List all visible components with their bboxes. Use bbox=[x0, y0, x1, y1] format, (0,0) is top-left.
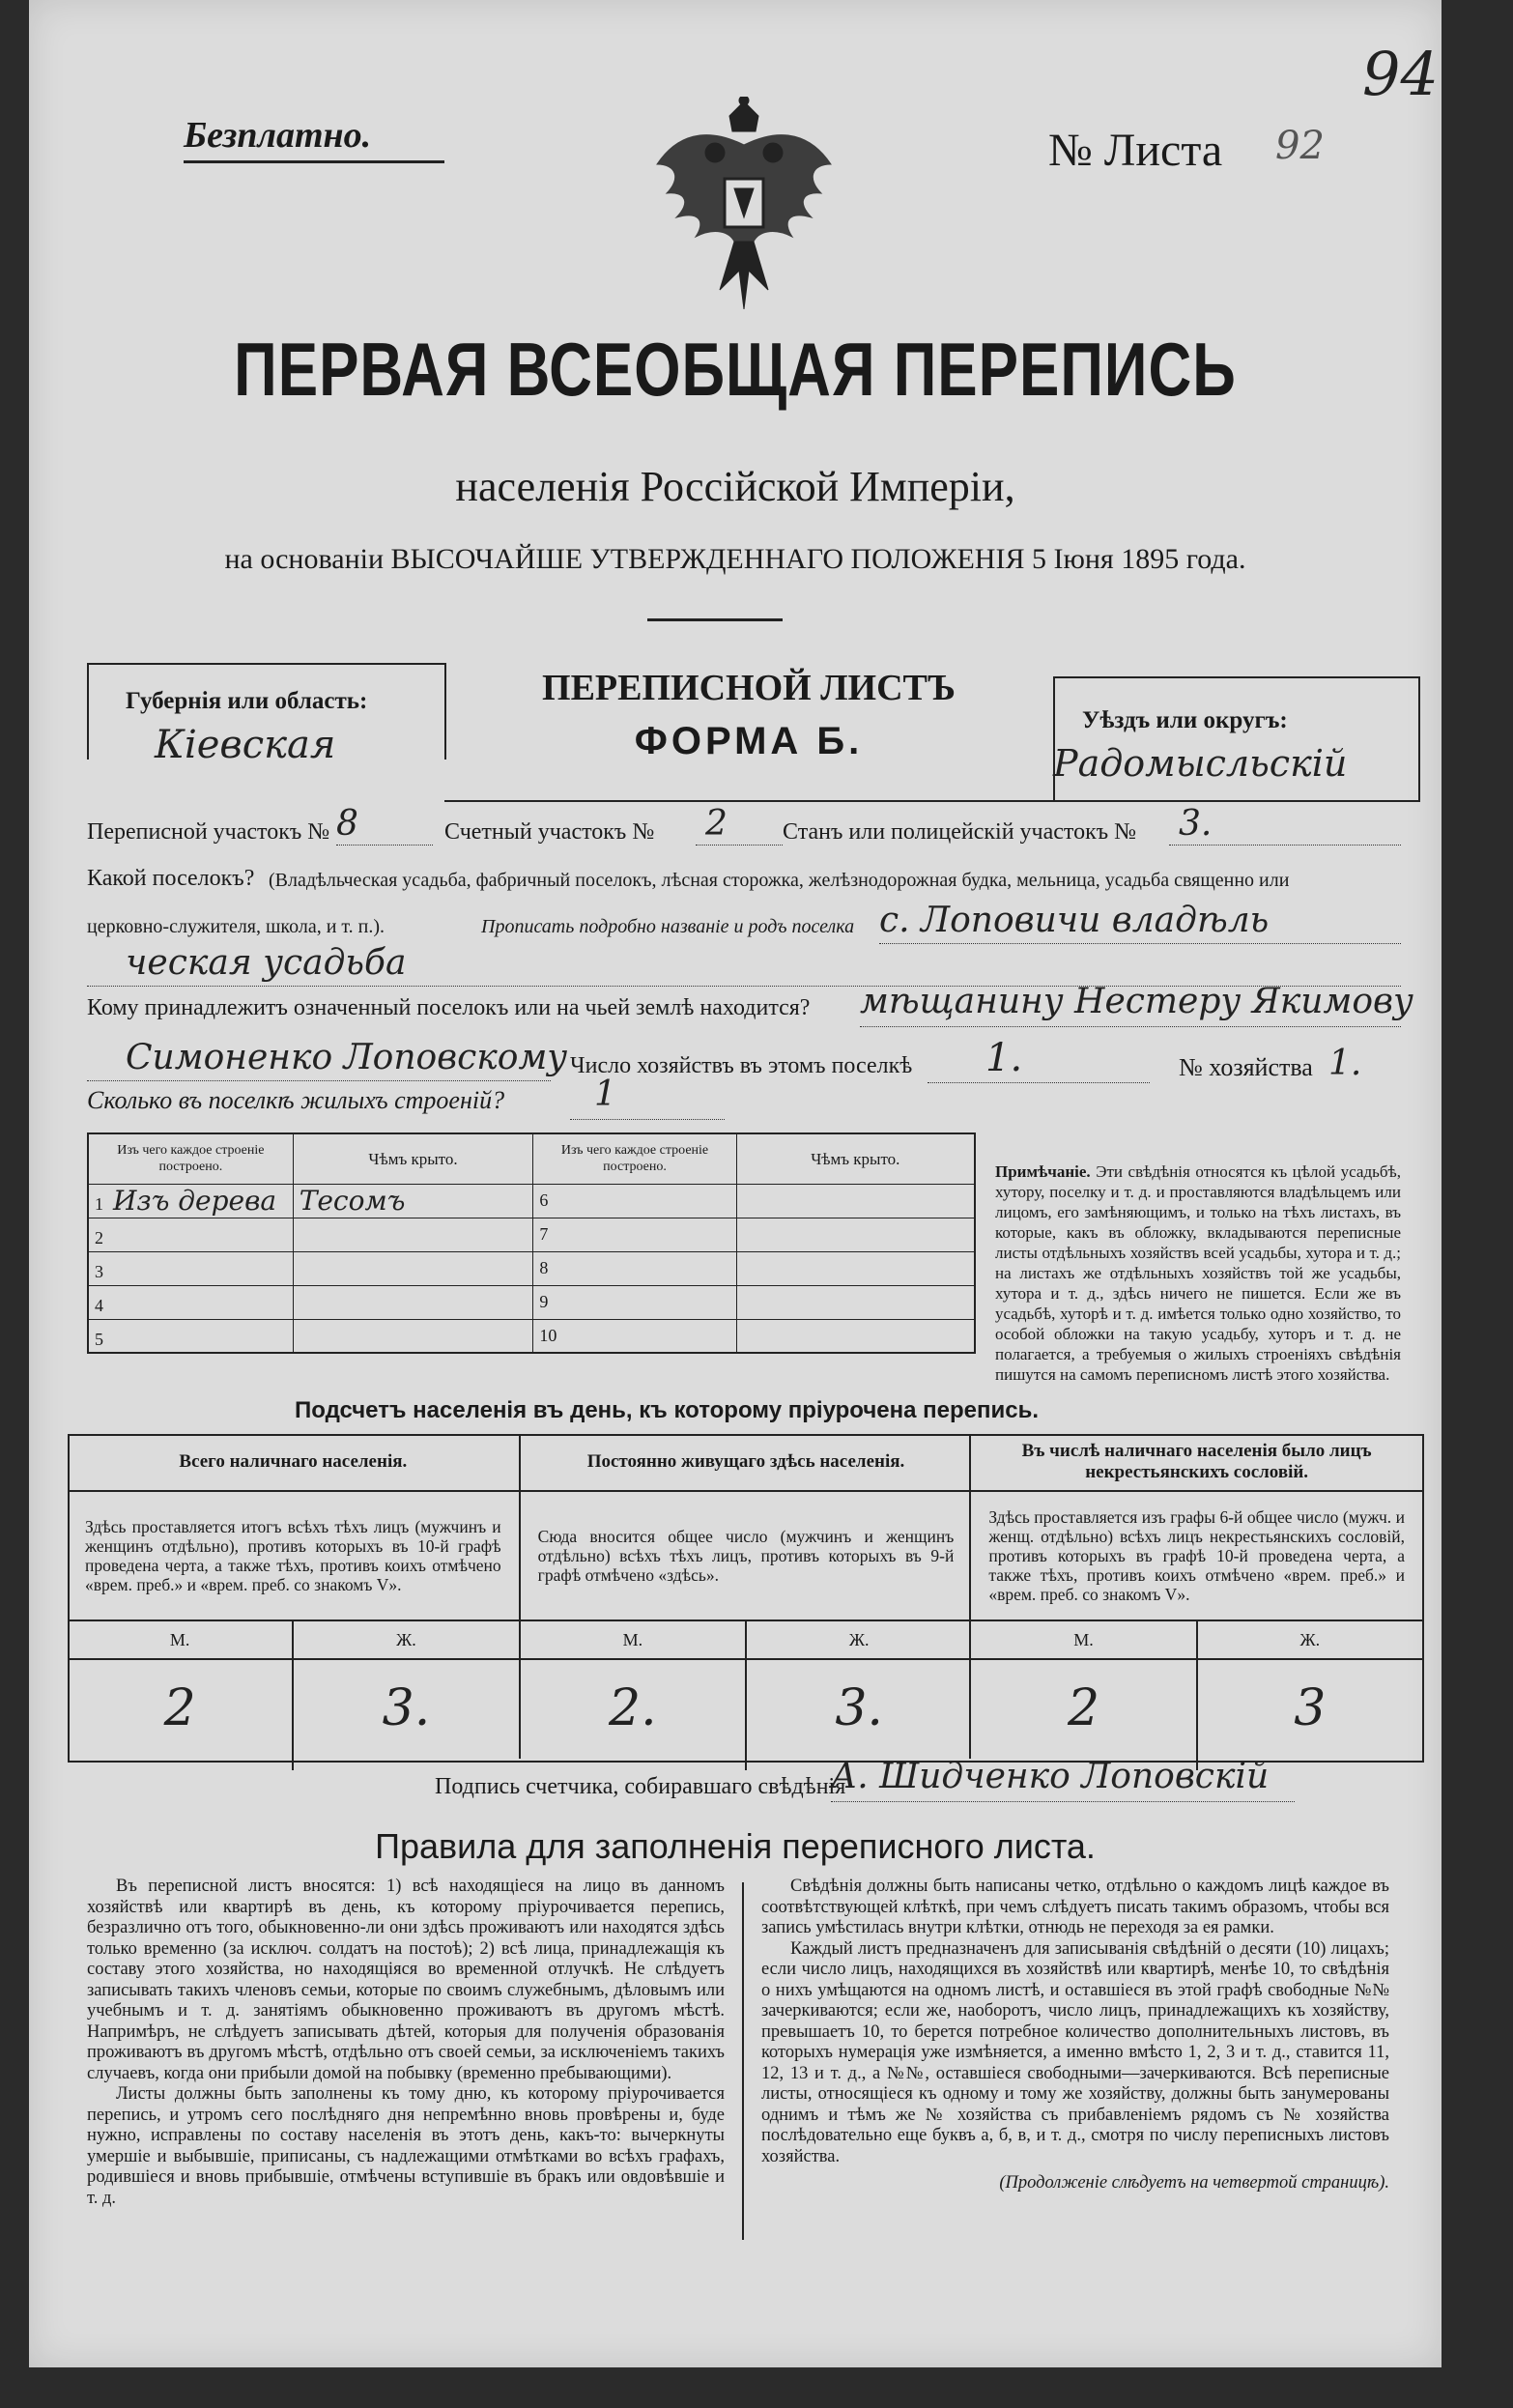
row-number: 1 bbox=[95, 1194, 103, 1214]
owner-label: Кому принадлежитъ означенный поселокъ или на чьей землѣ находится? bbox=[87, 995, 811, 1020]
rules-left-para-1: Въ переписной листъ вносятся: 1) всѣ находящіеся на лицо въ данномъ хозяйствѣ или квартирѣ въ день, къ которому пріурочивается перепись, безразлично отъ того, обыкновенно-ли они здѣсь проживаютъ или находятся здѣсь только временно (за исключ. солдатъ на постоѣ); 2) всѣ лица, принадлежащія къ составу этого хозяйства, но находящіяся во временной отлучкѣ. Не слѣдуетъ записывать такихъ членовъ семьи, которые по своимъ служебнымъ, дѣловымъ или учебнымъ и т. д. занятіямъ обыкновенно проживаютъ въ другомъ мѣстѣ. Напримѣръ, не слѣдуетъ записывать дѣтей, которыя для полученія образованія проживаютъ въ другомъ мѣстѣ, отдѣльно отъ своей семьи, за исключеніемъ такихъ случаевъ, когда они прибыли домой на побывку (временно пребывающими). bbox=[87, 1877, 725, 2083]
province-box-top bbox=[87, 663, 444, 665]
buildings-table-row bbox=[88, 1251, 975, 1285]
building-material-cell[interactable] bbox=[88, 1218, 293, 1251]
building-material-cell[interactable] bbox=[533, 1285, 736, 1319]
female-count[interactable]: 3. bbox=[835, 1679, 883, 1737]
rules-right-para-1: Свѣдѣнія должны быть написаны четко, отдѣльно о каждомъ лицѣ каждое въ соотвѣтствующей клѣткѣ, при чемъ слѣдуетъ писать такимъ образомъ, чтобы вся запись умѣстилась внутри клѣтки, отнюдь не переходя за ея рамки. bbox=[761, 1877, 1389, 1937]
building-material-cell[interactable] bbox=[533, 1319, 736, 1353]
buildings-value[interactable]: 1 bbox=[594, 1075, 616, 1114]
buildings-line bbox=[570, 1119, 725, 1120]
census-section-line bbox=[336, 845, 433, 846]
count-section-value[interactable]: 2 bbox=[705, 804, 728, 844]
census-sheet bbox=[29, 0, 1442, 2367]
note-text: Эти свѣдѣнія относятся къ цѣлой усадьбѣ, хутору, поселку и т. д. и проставляются владѣльцемъ или лицомъ, его замѣняющимъ, и только на тѣхъ листахъ, въ которые, какъ въ обложку, вкладываются переписные листы отдѣльныхъ хозяйствъ всей усадьбы, хутора и т. д.; на листахъ же отдѣльныхъ хозяйствъ той же усадьбы, хутора и т. д., здѣсь ничего не пишется. Если же въ усадьбѣ, хуторѣ и т. д. имѣется только одно хозяйство, то особой обложки на такую усадьбу, хуторъ и т. д. не полагается, а требуемыя о жилыхъ строеніяхъ свѣдѣнія пишутся на самомъ переписномъ листѣ этого хозяйства. bbox=[995, 1162, 1401, 1384]
building-roof-cell[interactable] bbox=[736, 1184, 975, 1218]
households-label: Число хозяйствъ въ этомъ поселкѣ bbox=[570, 1053, 913, 1078]
building-material-cell[interactable] bbox=[88, 1285, 293, 1319]
building-roof-cell[interactable] bbox=[293, 1285, 533, 1319]
rules-continued: (Продолженіе слѣдуетъ на четвертой страницѣ). bbox=[999, 2173, 1389, 2193]
household-no-label: № хозяйства bbox=[1179, 1053, 1313, 1081]
settlement-label: Какой поселокъ? bbox=[87, 866, 255, 891]
settlement-hint-3: Прописать подробно названіе и родъ поселка bbox=[481, 916, 855, 937]
buildings-col-material-2: Изъ чего каждое строеніе построено. bbox=[533, 1133, 736, 1184]
imperial-eagle-emblem-icon bbox=[647, 97, 841, 319]
row-number: 10 bbox=[539, 1325, 557, 1345]
building-material-cell[interactable] bbox=[88, 1319, 293, 1353]
building-roof-cell[interactable] bbox=[736, 1285, 975, 1319]
rules-divider bbox=[742, 1882, 744, 2240]
male-label: М. bbox=[68, 1621, 294, 1658]
building-roof-cell[interactable] bbox=[736, 1251, 975, 1285]
province-value[interactable]: Кіевская bbox=[155, 723, 336, 767]
form-box-bottom bbox=[444, 800, 1420, 802]
population-column-desc: Сюда вносится общее число (мужчинъ и женщинъ отдѣльно) всѣхъ тѣхъ лицъ, противъ которыхъ въ 9-й графѣ отмѣчено «здѣсь». bbox=[537, 1527, 955, 1585]
police-section-line bbox=[1169, 845, 1401, 846]
row-number: 7 bbox=[539, 1224, 549, 1244]
settlement-hint: (Владѣльческая усадьба, фабричный поселокъ, лѣсная сторожка, желѣзнодорожная будка, мельница, усадьба священно или bbox=[269, 870, 1290, 891]
page-subtitle: населенія Россійской Имперіи, bbox=[455, 463, 1015, 510]
population-column bbox=[969, 1434, 1422, 1759]
population-column bbox=[519, 1434, 972, 1759]
buildings-col-material: Изъ чего каждое строеніе построено. bbox=[88, 1133, 293, 1184]
district-box-right bbox=[1418, 676, 1420, 802]
district-label: Уѣздъ или округъ: bbox=[1082, 707, 1288, 733]
building-roof-cell[interactable] bbox=[736, 1319, 975, 1353]
buildings-col-roof-2: Чѣмъ крыто. bbox=[736, 1133, 975, 1184]
note-label: Примѣчаніе. bbox=[995, 1162, 1091, 1181]
female-label: Ж. bbox=[396, 1630, 416, 1649]
sheet-number-label: № Листа bbox=[1048, 125, 1223, 176]
row-number: 4 bbox=[95, 1296, 103, 1315]
households-line bbox=[928, 1082, 1150, 1083]
settlement-value-2[interactable]: ческая усадьба bbox=[126, 943, 407, 983]
row-number: 5 bbox=[95, 1329, 103, 1349]
male-count[interactable]: 2 bbox=[68, 1660, 294, 1770]
police-section-value[interactable]: 3. bbox=[1179, 804, 1213, 844]
free-underline bbox=[184, 160, 444, 163]
owner-value[interactable]: мѣщанину Нестеру Якимову bbox=[860, 982, 1413, 1021]
buildings-col-roof: Чѣмъ крыто. bbox=[293, 1133, 533, 1184]
male-label: М. bbox=[971, 1621, 1197, 1658]
rules-left-column bbox=[87, 1877, 725, 2209]
building-material-cell[interactable] bbox=[533, 1251, 736, 1285]
building-material-cell[interactable] bbox=[88, 1251, 293, 1285]
population-column bbox=[68, 1434, 519, 1759]
population-column-title: Въ числѣ наличнаго населенія было лицъ некрестьянскихъ сословій. bbox=[971, 1434, 1422, 1492]
buildings-table bbox=[87, 1132, 976, 1354]
rules-right-column bbox=[761, 1877, 1389, 2194]
buildings-table-row bbox=[88, 1218, 975, 1251]
owner-value-2[interactable]: Симоненко Лоповскому bbox=[126, 1038, 568, 1077]
row-number: 6 bbox=[539, 1190, 549, 1210]
population-column-desc: Здѣсь проставляется изъ графы 6-й общее число (мужч. и женщ. отдѣльно) всѣхъ лицъ некрестьянскихъ сословій, противъ которыхъ въ графѣ 10-й проведена черта, а также тѣхъ, противъ коихъ отмѣчено «врем. преб.» и «врем. преб. со знакомъ V». bbox=[988, 1507, 1405, 1604]
count-section-line bbox=[696, 845, 783, 846]
buildings-table-row bbox=[88, 1285, 975, 1319]
male-count[interactable]: 2 bbox=[971, 1660, 1197, 1770]
male-label: М. bbox=[521, 1621, 747, 1658]
corner-page-number: 94 bbox=[1362, 39, 1439, 109]
buildings-table-row bbox=[88, 1184, 975, 1218]
row-number: 8 bbox=[539, 1258, 549, 1277]
building-material-cell[interactable] bbox=[533, 1218, 736, 1251]
census-section-label: Переписной участокъ № bbox=[87, 819, 330, 845]
households-value[interactable]: 1. bbox=[985, 1036, 1023, 1080]
female-label: Ж. bbox=[1299, 1630, 1321, 1649]
building-roof[interactable]: Тесомъ bbox=[299, 1185, 406, 1217]
signature-line bbox=[831, 1801, 1295, 1802]
female-label: Ж. bbox=[848, 1630, 870, 1649]
population-column-title: Постоянно живущаго здѣсь населенія. bbox=[521, 1434, 972, 1492]
row-number: 9 bbox=[539, 1292, 549, 1311]
building-roof-cell[interactable] bbox=[293, 1251, 533, 1285]
count-section-label: Счетный участокъ № bbox=[444, 819, 655, 845]
legal-basis: на основаніи ВЫСОЧАЙШЕ УТВЕРЖДЕННАГО ПОЛОЖЕНІЯ 5 Іюня 1895 года. bbox=[224, 543, 1246, 575]
province-label: Губернія или область: bbox=[126, 688, 368, 714]
sheet-form-title: ПЕРЕПИСНОЙ ЛИСТЪ bbox=[542, 668, 956, 708]
owner-line-2 bbox=[87, 1080, 551, 1081]
female-count[interactable]: 3. bbox=[382, 1679, 431, 1737]
rules-title: Правила для заполненія переписного листа. bbox=[375, 1826, 1096, 1866]
census-section-value[interactable]: 8 bbox=[336, 804, 358, 844]
building-material-cell[interactable] bbox=[88, 1184, 293, 1218]
population-column-desc: Здѣсь проставляется итогъ всѣхъ тѣхъ лицъ (мужчинъ и женщинъ отдѣльно), противъ которыхъ въ 10-й графѣ проведена черта, а также тѣхъ, противъ коихъ отмѣчено «врем. преб.» и «врем. преб. со знакомъ V». bbox=[85, 1517, 501, 1594]
settlement-value[interactable]: с. Лоповичи владѣль bbox=[879, 901, 1270, 940]
building-roof-cell[interactable] bbox=[293, 1319, 533, 1353]
building-roof-cell[interactable] bbox=[293, 1184, 533, 1218]
rules-right-para-2: Каждый листъ предназначенъ для записыванія свѣдѣній о десяти (10) лицахъ; если число лицъ, находящихся въ хозяйствѣ или квартирѣ, менѣе 10, то свѣдѣнія о нихъ умѣщаются на одномъ листѣ, и оставшіеся въ этой графѣ свободные №№ зачеркиваются; если же, наоборотъ, число лицъ, принадлежащихъ къ хозяйству, превышаетъ 10, то берется потребное количество дополнительныхъ листовъ, въ которыхъ нумерація уже измѣняется, а именно вмѣсто 1, 2, 3 и т. д., ставится 11, 12, 13 и т. д., а №№, оставшіеся свободными—зачеркиваются. Всѣ переписные листы, относящіеся къ одному и тому же хозяйству, должны быть занумерованы однимъ и тѣмъ же № хозяйства съ прибавленіемъ рядомъ съ № хозяйства послѣдовательно еще буквъ а, б, в, и т. д., смотря по числу переписныхъ листовъ хозяйства. bbox=[761, 1938, 1389, 2166]
page-title: ПЕРВАЯ ВСЕОБЩАЯ ПЕРЕПИСЬ bbox=[234, 329, 1237, 413]
owner-line bbox=[860, 1026, 1401, 1027]
building-material[interactable]: Изъ дерева bbox=[113, 1185, 277, 1217]
form-name: ФОРМА Б. bbox=[634, 720, 864, 762]
male-count[interactable]: 2. bbox=[521, 1660, 747, 1770]
signature-value[interactable]: А. Шидченко Лоповскій bbox=[831, 1757, 1270, 1796]
row-number: 3 bbox=[95, 1262, 103, 1281]
note-block bbox=[995, 1161, 1401, 1385]
population-column-title: Всего наличнаго населенія. bbox=[68, 1434, 519, 1492]
rules-left-para-2: Листы должны быть заполнены къ тому дню, къ которому пріурочивается перепись, и утромъ сего послѣдняго дня непремѣнно вновь провѣрены и, буде нужно, исправлены по составу населенія въ этотъ день, какъ-то: вычеркнуты умершіе и выбывшіе, приписаны, съ надлежащими отмѣтками во всѣхъ графахъ, родившіеся и вновь прибывшіе, отмѣчены вступившіе въ бракъ или овдовѣвшіе и т. д. bbox=[87, 2084, 725, 2208]
police-section-label: Станъ или полицейскій участокъ № bbox=[783, 819, 1137, 845]
building-roof-cell[interactable] bbox=[736, 1218, 975, 1251]
population-heading: Подсчетъ населенія въ день, къ которому пріурочена перепись. bbox=[295, 1397, 1039, 1423]
free-label: Безплатно. bbox=[184, 115, 372, 156]
settlement-line bbox=[879, 943, 1401, 944]
province-box-left bbox=[87, 663, 89, 760]
buildings-label: Сколько въ поселкѣ жилыхъ строеній? bbox=[87, 1086, 505, 1114]
buildings-table-row bbox=[88, 1319, 975, 1353]
district-value[interactable]: Радомысльскій bbox=[1053, 742, 1348, 785]
household-no-value[interactable]: 1. bbox=[1328, 1044, 1362, 1083]
sheet-number-value: 92 bbox=[1275, 124, 1325, 168]
district-box-top bbox=[1053, 676, 1420, 678]
title-divider bbox=[647, 618, 783, 621]
row-number: 2 bbox=[95, 1228, 103, 1247]
female-count[interactable]: 3 bbox=[1294, 1679, 1327, 1737]
settlement-hint-2: церковно-служителя, школа, и т. п.). bbox=[87, 916, 385, 937]
signature-label: Подпись счетчика, собиравшаго свѣдѣнія bbox=[435, 1774, 846, 1799]
building-roof-cell[interactable] bbox=[293, 1218, 533, 1251]
building-material-cell[interactable] bbox=[533, 1184, 736, 1218]
